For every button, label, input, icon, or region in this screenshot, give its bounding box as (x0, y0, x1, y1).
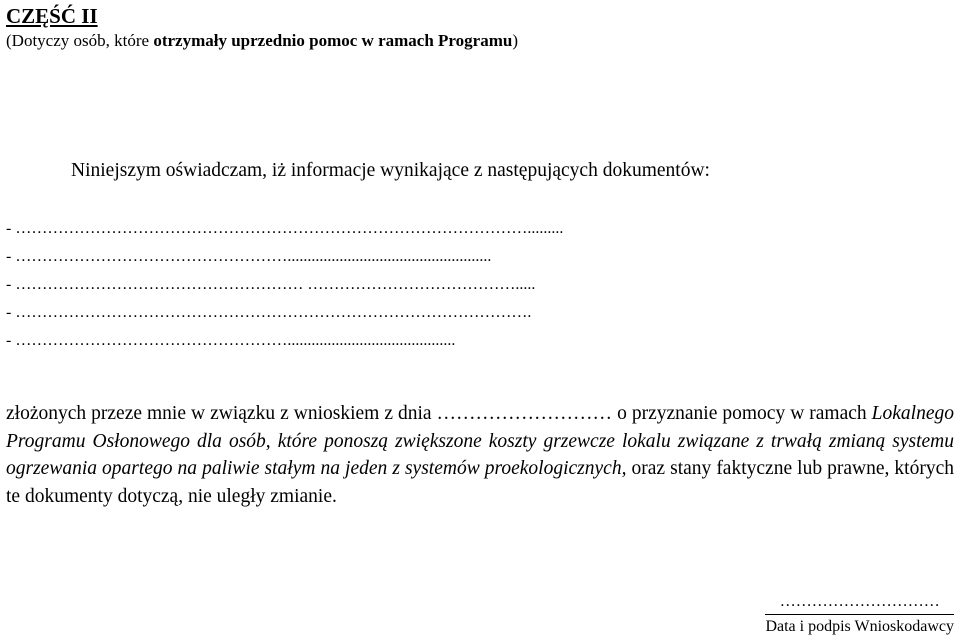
body-program-name: Lokalnego Programu Osłonowego dla osób, które ponoszą zwiększone koszty grzewcze lokalu związane z trwałą zmianą systemu ogrzewania opartego na paliwie stałym na jeden z systemów proekologicznych, (6, 403, 954, 479)
declaration-body (6, 400, 954, 510)
document-line-4: - ……………………………………………………………………………………. (6, 304, 532, 321)
body-part-1: złożonych przeze mnie w związku z wnioskiem z dnia ……………………… o przyznanie pomocy w ramach (6, 403, 872, 424)
declaration-intro: Niniejszym oświadczam, iż informacje wynikające z następujących dokumentów: (71, 160, 710, 181)
subheading-close: ) (512, 31, 518, 50)
document-line-3: - ……………………………………………… …………………………………..... (6, 276, 536, 293)
document-line-1: - ……………………………………………………………………………………......... (6, 220, 564, 237)
document-lines (6, 215, 806, 355)
document-line-2: - ……………………………………………................................................... (6, 248, 492, 265)
section-subheading (6, 31, 518, 51)
signature-dots: ………………………… (779, 593, 940, 610)
signature-block (765, 590, 954, 639)
signature-label: Data i podpis Wnioskodawcy (765, 614, 954, 639)
document-line-5: - …………………………………………….......................................... (6, 332, 456, 349)
subheading-bold: otrzymały uprzednio pomoc w ramach Programu (153, 31, 513, 50)
body-part-2: oraz stany faktyczne lub prawne, których te dokumenty dotyczą, nie uległy zmianie. (6, 458, 954, 507)
subheading-open: (Dotyczy osób, które (6, 31, 154, 50)
section-heading: CZĘŚĆ II (6, 4, 98, 28)
